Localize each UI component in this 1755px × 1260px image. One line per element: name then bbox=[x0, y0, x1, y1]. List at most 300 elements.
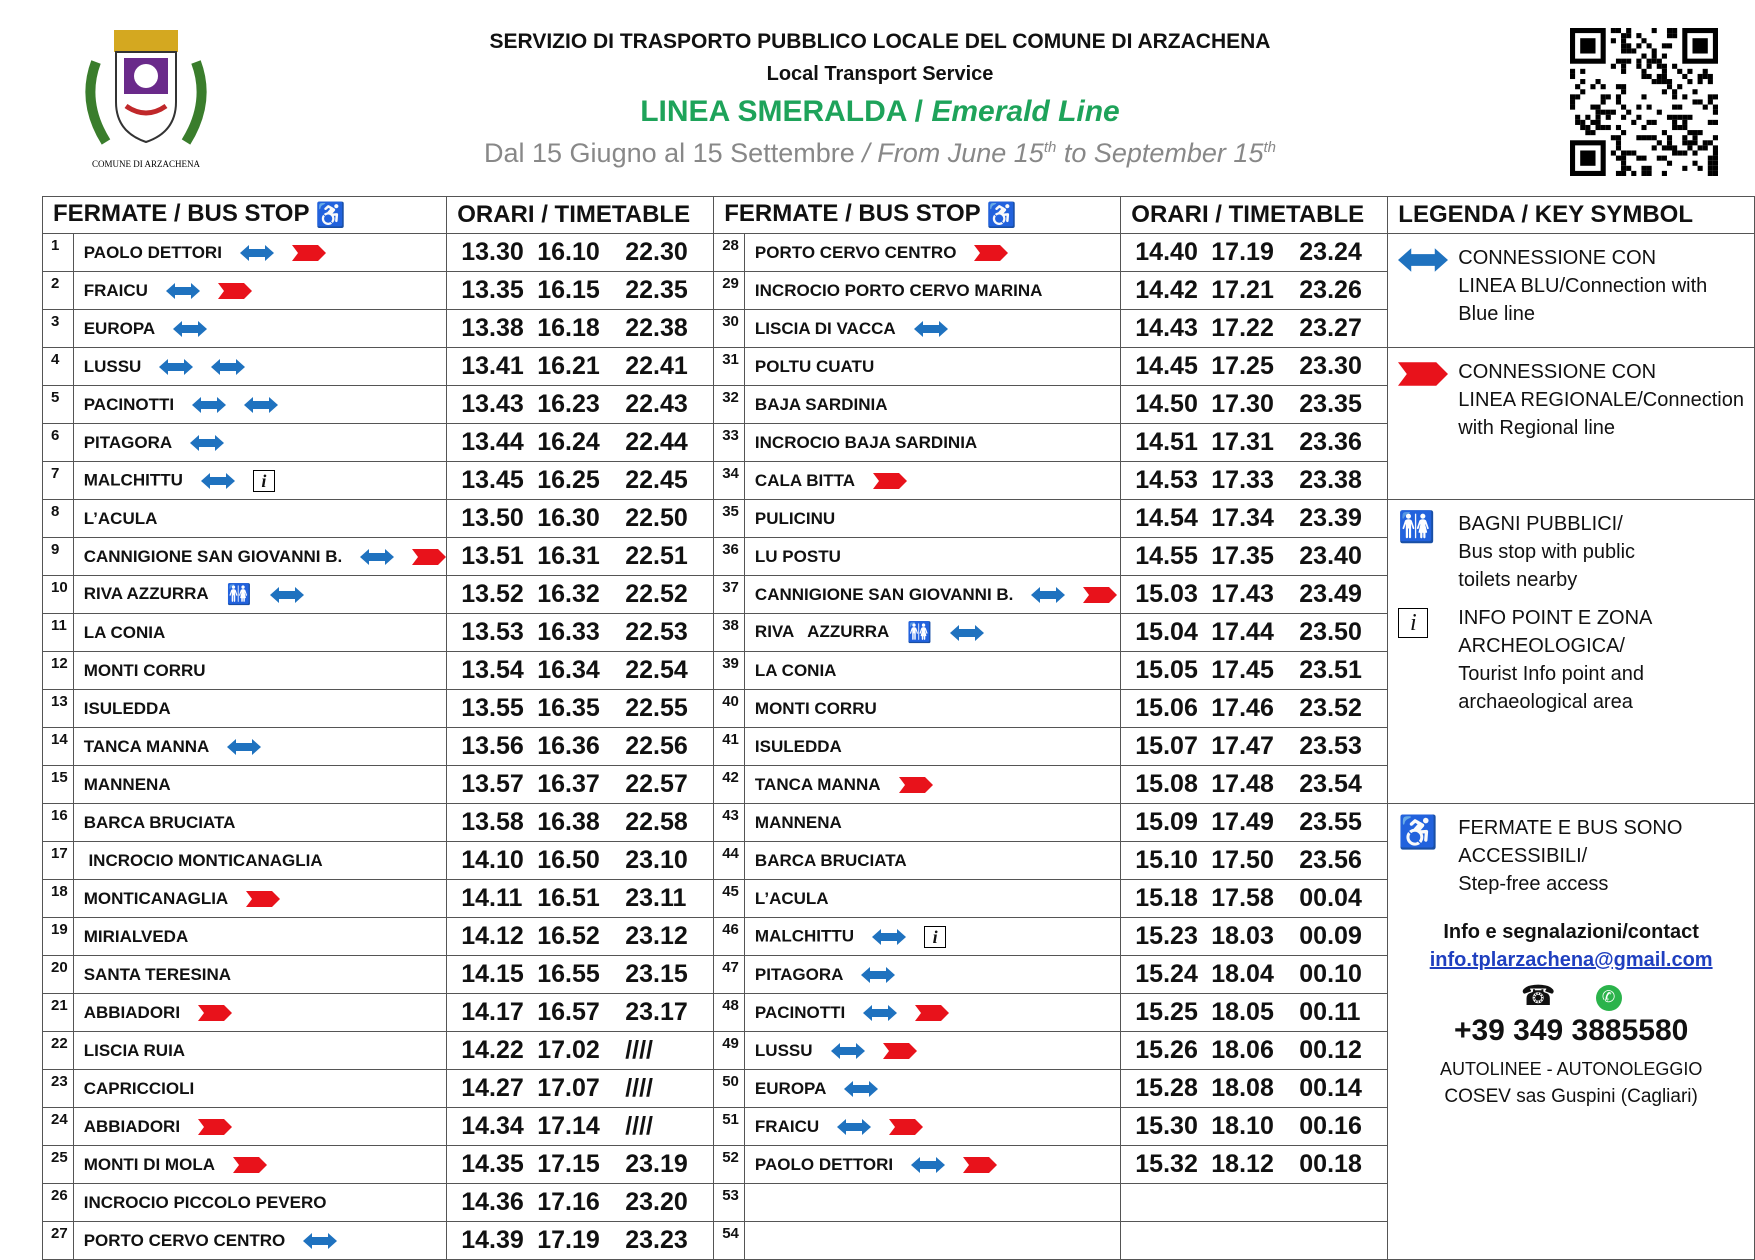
departure-time: 18.10 bbox=[1211, 1112, 1274, 1140]
departure-time: 17.49 bbox=[1211, 808, 1274, 836]
stop-times bbox=[1121, 614, 1388, 652]
stop-times bbox=[447, 462, 714, 500]
stop-name-cell bbox=[73, 538, 446, 576]
legend-access-contact bbox=[1388, 804, 1755, 1260]
stop-name: MALCHITTU bbox=[754, 925, 855, 945]
departure-time: //// bbox=[625, 1112, 653, 1140]
blue-line-connection-icon bbox=[173, 321, 207, 337]
stop-number: 18 bbox=[43, 880, 74, 918]
departure-time: 15.25 bbox=[1135, 998, 1198, 1026]
blue-line-connection-icon bbox=[1031, 587, 1065, 603]
departure-time: 23.54 bbox=[1299, 770, 1362, 798]
departure-time: 14.51 bbox=[1135, 428, 1198, 456]
company-line-2: COSEV sas Guspini (Cagliari) bbox=[1444, 1085, 1698, 1107]
stop-number: 50 bbox=[714, 1070, 745, 1108]
legend-text-line: Step-free access bbox=[1458, 873, 1609, 895]
departure-time: 23.12 bbox=[625, 922, 688, 950]
departure-time: 13.55 bbox=[461, 694, 524, 722]
departure-time: 16.34 bbox=[537, 656, 600, 684]
departure-time: 16.33 bbox=[537, 618, 600, 646]
stop-name-cell bbox=[73, 310, 446, 348]
departure-time: 15.03 bbox=[1135, 580, 1198, 608]
departure-time: 18.06 bbox=[1211, 1036, 1274, 1064]
departure-time: 17.16 bbox=[537, 1188, 600, 1216]
stop-times bbox=[1121, 804, 1388, 842]
stop-name-cell bbox=[73, 1032, 446, 1070]
stop-number: 5 bbox=[43, 386, 74, 424]
validity-dates: Dal 15 Giugno al 15 Settembre / From June 15th to September 15th bbox=[484, 138, 1276, 168]
blue-line-connection-icon bbox=[244, 397, 278, 413]
departure-time: 15.05 bbox=[1135, 656, 1198, 684]
wheelchair-icon: ♿ bbox=[1398, 814, 1439, 850]
stop-name: RIVA AZZURRA bbox=[754, 621, 890, 641]
departure-time: 13.45 bbox=[461, 466, 524, 494]
stop-number: 39 bbox=[714, 652, 745, 690]
stop-name-cell bbox=[744, 994, 1120, 1032]
legend-text-line: ARCHEOLOGICA/ bbox=[1458, 635, 1625, 657]
stop-name-cell bbox=[73, 1108, 446, 1146]
stop-name-cell bbox=[744, 614, 1120, 652]
departure-time: 16.21 bbox=[537, 352, 600, 380]
stop-name-cell bbox=[73, 918, 446, 956]
departure-time: 23.35 bbox=[1299, 390, 1362, 418]
departure-time: 16.50 bbox=[537, 846, 600, 874]
departure-time: 13.50 bbox=[461, 504, 524, 532]
blue-line-connection-icon bbox=[950, 625, 984, 641]
blue-line-connection-icon bbox=[303, 1233, 337, 1249]
blue-line-connection-icon bbox=[911, 1157, 945, 1173]
legend-text-line: Blue line bbox=[1458, 303, 1535, 325]
stop-name: CANNIGIONE SAN GIOVANNI B. bbox=[754, 584, 1014, 604]
stop-times bbox=[447, 1032, 714, 1070]
stop-name-cell bbox=[744, 576, 1120, 614]
stop-name: ABBIADORI bbox=[83, 1002, 181, 1022]
departure-time: 14.34 bbox=[461, 1112, 524, 1140]
stop-number: 1 bbox=[43, 234, 74, 272]
stop-name: PULICINU bbox=[754, 508, 836, 528]
stop-name-cell bbox=[744, 1032, 1120, 1070]
stop-number: 10 bbox=[43, 576, 74, 614]
stop-times bbox=[447, 652, 714, 690]
departure-time: 00.18 bbox=[1299, 1150, 1362, 1178]
stop-name: ISULEDDA bbox=[83, 698, 171, 718]
stop-number: 7 bbox=[43, 462, 74, 500]
departure-time: 17.02 bbox=[537, 1036, 600, 1064]
departure-time: 17.44 bbox=[1211, 618, 1274, 646]
whatsapp-icon: ✆ bbox=[1596, 985, 1622, 1011]
stop-times bbox=[1121, 1070, 1388, 1108]
info-point-icon: i bbox=[253, 470, 275, 492]
stop-number: 15 bbox=[43, 766, 74, 804]
regional-line-connection-icon bbox=[974, 245, 1008, 261]
stop-times bbox=[1121, 918, 1388, 956]
stop-name-cell bbox=[744, 424, 1120, 462]
departure-time: 13.30 bbox=[461, 238, 524, 266]
departure-time: 22.45 bbox=[625, 466, 688, 494]
stop-number: 13 bbox=[43, 690, 74, 728]
stop-number: 52 bbox=[714, 1146, 745, 1184]
departure-time: 16.55 bbox=[537, 960, 600, 988]
departure-time: 23.20 bbox=[625, 1188, 688, 1216]
stop-name: PORTO CERVO CENTRO bbox=[754, 242, 957, 262]
departure-time: 18.04 bbox=[1211, 960, 1274, 988]
regional-line-connection-icon bbox=[412, 549, 446, 565]
departure-time: 23.27 bbox=[1299, 314, 1362, 342]
header-title: SERVIZIO DI TRASPORTO PUBBLICO LOCALE DEL COMUNE DI ARZACHENA bbox=[489, 30, 1271, 53]
departure-time: 17.48 bbox=[1211, 770, 1274, 798]
stop-number: 26 bbox=[43, 1184, 74, 1222]
company-line-1: AUTOLINEE - AUTONOLEGGIO bbox=[1439, 1058, 1703, 1079]
legend-text-line: ACCESSIBILI/ bbox=[1458, 845, 1588, 867]
stop-name: PORTO CERVO CENTRO bbox=[83, 1230, 286, 1250]
stop-name-cell bbox=[744, 348, 1120, 386]
blue-line-connection-icon bbox=[192, 397, 226, 413]
departure-time: 17.43 bbox=[1211, 580, 1274, 608]
departure-time: 14.39 bbox=[461, 1226, 524, 1254]
regional-line-connection-icon bbox=[899, 777, 933, 793]
stop-number: 24 bbox=[43, 1108, 74, 1146]
stop-times bbox=[447, 386, 714, 424]
departure-time: 13.41 bbox=[461, 352, 524, 380]
stop-name: PITAGORA bbox=[754, 964, 844, 984]
departure-time: 14.43 bbox=[1135, 314, 1198, 342]
departure-time: 17.07 bbox=[537, 1074, 600, 1102]
departure-time: 14.50 bbox=[1135, 390, 1198, 418]
stop-number: 41 bbox=[714, 728, 745, 766]
stop-name-cell bbox=[744, 804, 1120, 842]
departure-time: 16.24 bbox=[537, 428, 600, 456]
arzachena-coat-of-arms-icon bbox=[76, 22, 216, 172]
contact-phone[interactable]: +39 349 3885580 bbox=[1453, 1013, 1689, 1047]
departure-time: 23.40 bbox=[1299, 542, 1362, 570]
stop-number: 11 bbox=[43, 614, 74, 652]
legend-text-line: CONNESSIONE CON bbox=[1458, 361, 1657, 383]
stop-name: ISULEDDA bbox=[754, 736, 842, 756]
stop-number: 49 bbox=[714, 1032, 745, 1070]
departure-time: 23.10 bbox=[625, 846, 688, 874]
stop-number: 25 bbox=[43, 1146, 74, 1184]
departure-time: 16.51 bbox=[537, 884, 600, 912]
stop-number: 12 bbox=[43, 652, 74, 690]
departure-time: 22.55 bbox=[625, 694, 688, 722]
departure-time: 23.11 bbox=[625, 884, 687, 912]
stop-name: INCROCIO MONTICANAGLIA bbox=[83, 850, 323, 870]
stop-times bbox=[1121, 652, 1388, 690]
wheelchair-icon: ♿ bbox=[986, 201, 1017, 229]
departure-time: 16.23 bbox=[537, 390, 600, 418]
departure-time: 22.41 bbox=[625, 352, 688, 380]
stop-times bbox=[1121, 880, 1388, 918]
stop-name-cell bbox=[73, 576, 446, 614]
stop-name: INCROCIO BAJA SARDINIA bbox=[754, 432, 978, 452]
regional-line-connection-icon bbox=[1398, 362, 1448, 386]
departure-time: 14.35 bbox=[461, 1150, 524, 1178]
departure-time: 17.19 bbox=[537, 1226, 600, 1254]
stop-name-cell bbox=[73, 462, 446, 500]
stop-times bbox=[1121, 842, 1388, 880]
stop-number: 31 bbox=[714, 348, 745, 386]
legend-blue-line bbox=[1388, 234, 1755, 348]
stop-name: MONTI CORRU bbox=[754, 698, 877, 718]
departure-time: 14.17 bbox=[461, 998, 524, 1026]
stop-name-cell bbox=[744, 690, 1120, 728]
stop-number: 23 bbox=[43, 1070, 74, 1108]
departure-time: 23.53 bbox=[1299, 732, 1362, 760]
stop-times bbox=[447, 1070, 714, 1108]
stop-number: 27 bbox=[43, 1222, 74, 1260]
stop-times bbox=[447, 576, 714, 614]
stop-name: CANNIGIONE SAN GIOVANNI B. bbox=[83, 546, 343, 566]
stop-number: 35 bbox=[714, 500, 745, 538]
departure-time: 16.52 bbox=[537, 922, 600, 950]
legend-text-line: Tourist Info point and bbox=[1458, 663, 1644, 685]
departure-time: 17.14 bbox=[537, 1112, 600, 1140]
stop-times bbox=[447, 918, 714, 956]
stop-name: LUSSU bbox=[83, 356, 142, 376]
blue-line-connection-icon bbox=[1398, 248, 1448, 272]
stop-number: 51 bbox=[714, 1108, 745, 1146]
stop-name: LU POSTU bbox=[754, 546, 841, 566]
departure-time: 15.09 bbox=[1135, 808, 1198, 836]
departure-time: 14.55 bbox=[1135, 542, 1198, 570]
stop-times bbox=[1121, 272, 1388, 310]
departure-time: 15.24 bbox=[1135, 960, 1198, 988]
stop-times-empty bbox=[1121, 1184, 1388, 1222]
stop-name: EUROPA bbox=[754, 1078, 827, 1098]
departure-time: 23.30 bbox=[1299, 352, 1362, 380]
departure-time: 14.42 bbox=[1135, 276, 1198, 304]
stop-name-cell bbox=[744, 1184, 1120, 1222]
departure-time: 15.10 bbox=[1135, 846, 1198, 874]
contact-title: Info e segnalazioni/contact bbox=[1443, 921, 1699, 943]
stop-number: 44 bbox=[714, 842, 745, 880]
stop-number: 43 bbox=[714, 804, 745, 842]
stop-name: TANCA MANNA bbox=[83, 736, 210, 756]
departure-time: 16.25 bbox=[537, 466, 600, 494]
departure-time: 22.58 bbox=[625, 808, 688, 836]
stop-name-cell bbox=[73, 272, 446, 310]
times-header-right: ORARI / TIMETABLE bbox=[1121, 197, 1388, 234]
phone-icon: ☎ bbox=[1520, 980, 1556, 1011]
stop-times bbox=[447, 728, 714, 766]
stop-name-cell bbox=[73, 652, 446, 690]
stop-number: 6 bbox=[43, 424, 74, 462]
stop-name: L’ACULA bbox=[754, 888, 829, 908]
stop-number: 48 bbox=[714, 994, 745, 1032]
regional-line-connection-icon bbox=[218, 283, 252, 299]
table-row bbox=[43, 804, 1755, 842]
stop-number: 17 bbox=[43, 842, 74, 880]
departure-time: 15.18 bbox=[1135, 884, 1198, 912]
qr-code-icon[interactable] bbox=[1570, 28, 1718, 176]
info-point-icon: i bbox=[1398, 608, 1428, 638]
departure-time: 15.08 bbox=[1135, 770, 1198, 798]
info-point-icon: i bbox=[924, 926, 946, 948]
departure-time: 23.52 bbox=[1299, 694, 1362, 722]
departure-time: 13.38 bbox=[461, 314, 524, 342]
stop-number: 2 bbox=[43, 272, 74, 310]
stops-header-right: FERMATE / BUS STOP ♿ bbox=[714, 197, 1121, 234]
departure-time: 23.51 bbox=[1299, 656, 1362, 684]
stop-name: EUROPA bbox=[83, 318, 156, 338]
stop-times bbox=[447, 842, 714, 880]
departure-time: 23.39 bbox=[1299, 504, 1362, 532]
table-row bbox=[43, 348, 1755, 386]
stop-name: MONTICANAGLIA bbox=[83, 888, 229, 908]
stop-name: MONTI DI MOLA bbox=[83, 1154, 215, 1174]
stop-times bbox=[447, 234, 714, 272]
departure-time: 22.35 bbox=[625, 276, 688, 304]
stop-number: 33 bbox=[714, 424, 745, 462]
departure-time: 16.38 bbox=[537, 808, 600, 836]
stop-name: FRAICU bbox=[754, 1116, 820, 1136]
stop-times bbox=[1121, 766, 1388, 804]
departure-time: 13.54 bbox=[461, 656, 524, 684]
stop-number: 22 bbox=[43, 1032, 74, 1070]
blue-line-connection-icon bbox=[914, 321, 948, 337]
stop-number: 37 bbox=[714, 576, 745, 614]
departure-time: 23.23 bbox=[625, 1226, 688, 1254]
stop-name: SANTA TERESINA bbox=[83, 964, 232, 984]
departure-time: 13.52 bbox=[461, 580, 524, 608]
stop-name-cell bbox=[73, 728, 446, 766]
legend-regional-line bbox=[1388, 348, 1755, 500]
blue-line-connection-icon bbox=[844, 1081, 878, 1097]
departure-time: 16.57 bbox=[537, 998, 600, 1026]
regional-line-connection-icon bbox=[889, 1119, 923, 1135]
departure-time: 15.06 bbox=[1135, 694, 1198, 722]
stop-name: CALA BITTA bbox=[754, 470, 856, 490]
stop-name: LISCIA RUIA bbox=[83, 1040, 186, 1060]
departure-time: 00.12 bbox=[1299, 1036, 1362, 1064]
stop-number: 54 bbox=[714, 1222, 745, 1260]
departure-time: 13.57 bbox=[461, 770, 524, 798]
stop-name-cell bbox=[744, 310, 1120, 348]
departure-time: 14.22 bbox=[461, 1036, 524, 1064]
departure-time: 00.04 bbox=[1299, 884, 1362, 912]
stop-times bbox=[447, 804, 714, 842]
departure-time: 17.25 bbox=[1211, 352, 1274, 380]
stop-times bbox=[447, 1146, 714, 1184]
stop-times bbox=[1121, 500, 1388, 538]
stop-number: 32 bbox=[714, 386, 745, 424]
stop-times bbox=[1121, 538, 1388, 576]
stop-name-cell bbox=[73, 956, 446, 994]
contact-email-link[interactable]: info.tplarzachena@gmail.com bbox=[1429, 949, 1713, 971]
stop-times bbox=[1121, 1146, 1388, 1184]
stops-header-left: FERMATE / BUS STOP ♿ bbox=[43, 197, 447, 234]
departure-time: 14.15 bbox=[461, 960, 524, 988]
stop-name: LISCIA DI VACCA bbox=[754, 318, 896, 338]
departure-time: 17.15 bbox=[537, 1150, 600, 1178]
stop-name-cell bbox=[744, 728, 1120, 766]
departure-time: 17.58 bbox=[1211, 884, 1274, 912]
legend-text-line: toilets nearby bbox=[1458, 569, 1578, 591]
blue-line-connection-icon bbox=[863, 1005, 897, 1021]
stop-number: 3 bbox=[43, 310, 74, 348]
stop-times bbox=[1121, 728, 1388, 766]
stop-name-cell bbox=[73, 994, 446, 1032]
departure-time: 18.12 bbox=[1211, 1150, 1274, 1178]
stop-name: L’ACULA bbox=[83, 508, 158, 528]
regional-line-connection-icon bbox=[963, 1157, 997, 1173]
stop-times bbox=[447, 614, 714, 652]
departure-time: 13.56 bbox=[461, 732, 524, 760]
legend-toilets-info bbox=[1388, 500, 1755, 804]
departure-time: 23.19 bbox=[625, 1150, 688, 1178]
departure-time: 22.43 bbox=[625, 390, 688, 418]
blue-line-connection-icon bbox=[270, 587, 304, 603]
table-row bbox=[43, 234, 1755, 272]
stop-name: PAOLO DETTORI bbox=[83, 242, 222, 262]
stop-name-cell bbox=[73, 386, 446, 424]
public-toilets-icon: 🚻 bbox=[907, 622, 933, 644]
departure-time: 16.31 bbox=[537, 542, 600, 570]
blue-line-connection-icon bbox=[872, 929, 906, 945]
departure-time: 23.50 bbox=[1299, 618, 1362, 646]
departure-time: 17.19 bbox=[1211, 238, 1274, 266]
stop-number: 20 bbox=[43, 956, 74, 994]
stop-times bbox=[1121, 956, 1388, 994]
departure-time: 17.21 bbox=[1211, 276, 1274, 304]
blue-line-connection-icon bbox=[166, 283, 200, 299]
departure-time: 16.37 bbox=[537, 770, 600, 798]
departure-time: 00.09 bbox=[1299, 922, 1362, 950]
stop-number: 40 bbox=[714, 690, 745, 728]
departure-time: 17.33 bbox=[1211, 466, 1274, 494]
stop-name-cell bbox=[73, 614, 446, 652]
departure-time: 17.35 bbox=[1211, 542, 1274, 570]
departure-time: 13.51 bbox=[461, 542, 524, 570]
stop-name: LA CONIA bbox=[83, 622, 166, 642]
blue-line-connection-icon bbox=[201, 473, 235, 489]
stop-name-cell bbox=[744, 766, 1120, 804]
departure-time: 14.11 bbox=[461, 884, 523, 912]
stop-name: MONTI CORRU bbox=[83, 660, 206, 680]
blue-line-connection-icon bbox=[861, 967, 895, 983]
departure-time: 16.30 bbox=[537, 504, 600, 532]
stop-name-cell bbox=[744, 918, 1120, 956]
legend-text-line: BAGNI PUBBLICI/ bbox=[1458, 513, 1623, 535]
stop-name-cell bbox=[744, 500, 1120, 538]
departure-time: 16.32 bbox=[537, 580, 600, 608]
departure-time: 18.05 bbox=[1211, 998, 1274, 1026]
stop-name-cell bbox=[73, 1184, 446, 1222]
stop-name: INCROCIO PICCOLO PEVERO bbox=[83, 1192, 327, 1212]
stop-times bbox=[1121, 348, 1388, 386]
stop-times bbox=[1121, 462, 1388, 500]
departure-time: 14.45 bbox=[1135, 352, 1198, 380]
departure-time: 22.38 bbox=[625, 314, 688, 342]
stop-name-cell bbox=[73, 234, 446, 272]
regional-line-connection-icon bbox=[915, 1005, 949, 1021]
stop-name: LUSSU bbox=[754, 1040, 813, 1060]
stop-name: BARCA BRUCIATA bbox=[83, 812, 236, 832]
departure-time: 17.45 bbox=[1211, 656, 1274, 684]
stop-name: PITAGORA bbox=[83, 432, 173, 452]
stop-times bbox=[1121, 386, 1388, 424]
blue-line-connection-icon bbox=[227, 739, 261, 755]
stop-number: 30 bbox=[714, 310, 745, 348]
departure-time: 15.07 bbox=[1135, 732, 1198, 760]
stop-times bbox=[447, 956, 714, 994]
stop-name: BARCA BRUCIATA bbox=[754, 850, 907, 870]
stop-number: 16 bbox=[43, 804, 74, 842]
regional-line-connection-icon bbox=[198, 1005, 232, 1021]
stop-number: 8 bbox=[43, 500, 74, 538]
blue-line-connection-icon bbox=[360, 549, 394, 565]
departure-time: 16.35 bbox=[537, 694, 600, 722]
